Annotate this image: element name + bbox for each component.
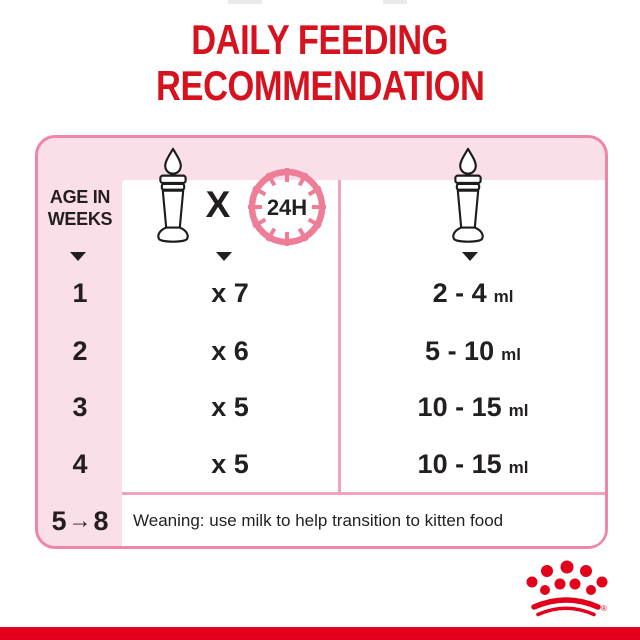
age-column-header: [38, 186, 122, 230]
amount-value: 10 - 15: [417, 392, 502, 422]
age-header-line1: AGE IN: [49, 187, 111, 207]
weaning-age-to: 8: [93, 506, 109, 536]
times-symbol: X: [205, 184, 231, 225]
amount-unit: ml: [508, 458, 529, 477]
feeds-per-day: x 6: [211, 336, 249, 366]
arrow-down-icon: [70, 252, 86, 261]
footer-brand-bar: [0, 627, 640, 640]
amount-value: 5 - 10: [425, 336, 495, 366]
amount-unit: ml: [508, 401, 529, 420]
weaning-age-from: 5: [51, 506, 67, 536]
age-value: 3: [72, 392, 88, 422]
weaning-age-range: [38, 501, 122, 541]
amount-value: 10 - 15: [417, 449, 502, 479]
top-artifact-mark: [228, 0, 262, 4]
age-header-line2: WEEKS: [47, 209, 113, 229]
registered-trademark: ®: [601, 604, 607, 613]
feeds-per-day: x 7: [211, 278, 249, 308]
baby-bottle-icon: [443, 146, 493, 248]
royal-canin-crown-logo: [520, 556, 620, 628]
amount-per-feed: [341, 444, 605, 484]
feeds-per-day: x 5: [211, 449, 249, 479]
page-title-text: RECOMMENDATION: [155, 62, 485, 109]
clock-label: 24H: [266, 195, 308, 220]
amount-per-feed: [341, 331, 605, 371]
arrow-down-icon: [216, 252, 232, 261]
amount-unit: ml: [501, 345, 521, 364]
amount-per-feed: [341, 273, 605, 313]
24h-clock-icon: [244, 164, 330, 250]
age-value: 1: [72, 278, 88, 308]
page-title-line1: [0, 16, 640, 64]
page-title-line2: [0, 62, 640, 110]
weaning-row-divider: [122, 492, 605, 495]
amount-per-feed: [341, 387, 605, 427]
feeding-table: [35, 135, 608, 549]
feeds-per-day: x 5: [211, 392, 249, 422]
amount-unit: ml: [493, 287, 514, 306]
arrow-right-icon: →: [68, 507, 92, 533]
age-value: 2: [72, 336, 88, 366]
arrow-down-icon: [462, 252, 478, 261]
amount-value: 2 - 4: [432, 278, 487, 308]
age-value: 4: [72, 449, 88, 479]
weaning-note: Weaning: use milk to help transition to kitten food: [133, 511, 504, 530]
top-artifact-mark: [383, 0, 407, 4]
page-title-text: DAILY FEEDING: [191, 16, 449, 63]
